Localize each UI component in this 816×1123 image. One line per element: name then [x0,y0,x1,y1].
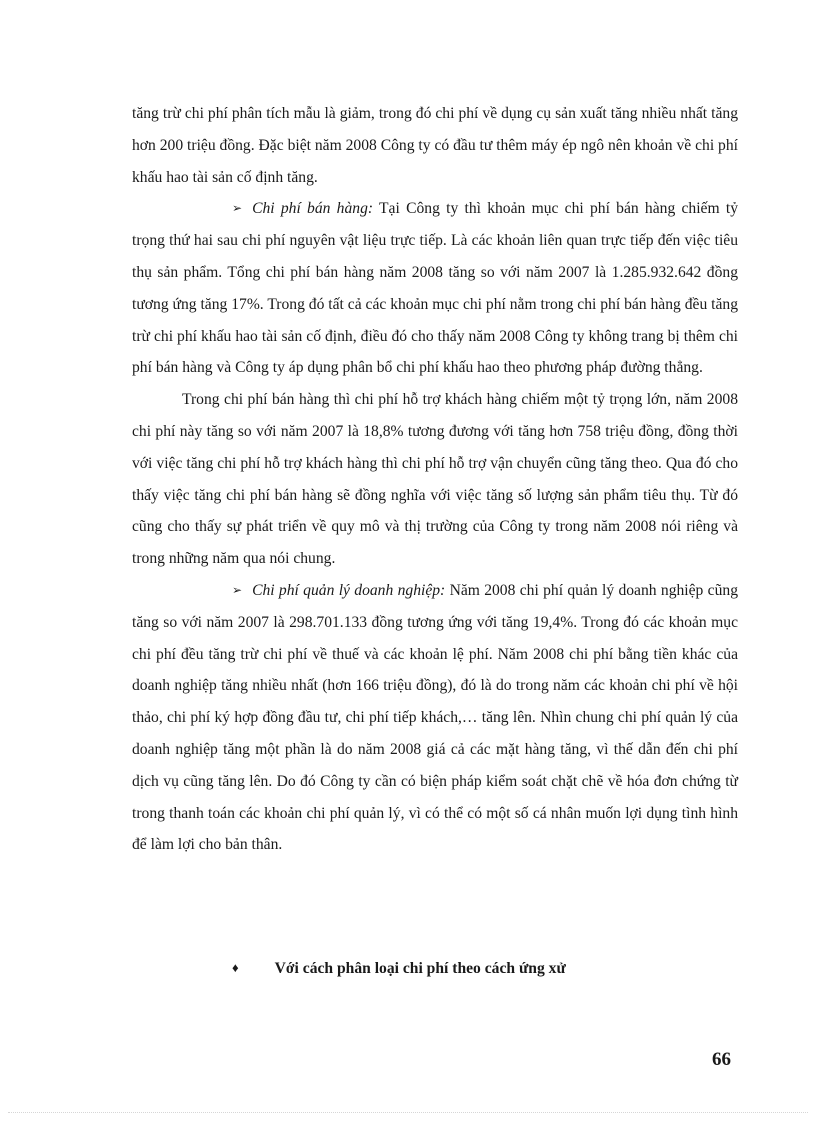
selling-expenses-lead: Chi phí bán hàng: [252,200,374,218]
body-text [132,98,738,861]
diamond-bullet-icon: ♦ [232,960,239,975]
admin-expenses-text: Năm 2008 chi phí quản lý doanh nghiệp cũng tăng so với năm 2007 là 298.701.133 đồng tương ứng với tăng 19,4%. Trong đó các khoản mục chi phí đều tăng trừ chi phí về thuế và các khoản lệ phí. Năm 2008 chi phí bằng tiền khác của doanh nghiệp tăng nhiều nhất (hơn 166 triệu đồng), đó là do trong năm các khoản chi phí về hội thảo, chi phí ký hợp đồng đầu tư, chi phí tiếp khách,… tăng lên. Nhìn chung chi phí quản lý của doanh nghiệp tăng một phần là do năm 2008 giá cả các mặt hàng tăng, vì thế dẫn đến chi phí dịch vụ cũng tăng lên. Do đó Công ty cần có biện pháp kiểm soát chặt chẽ về hóa đơn chứng từ trong thanh toán các khoản chi phí quản lý, vì có thể có một số cá nhân muốn lợi dụng tình hình để làm lợi cho bản thân. [132,581,738,854]
page-bottom-divider [8,1112,808,1113]
selling-expenses-text: Tại Công ty thì khoản mục chi phí bán hàng chiếm tỷ trọng thứ hai sau chi phí nguyên vật liệu trực tiếp. Là các khoản liên quan trực tiếp đến việc tiêu thụ sản phẩm. Tổng chi phí bán hàng năm 2008 tăng so với năm 2007 là 1.285.932.642 đồng tương ứng tăng 17%. Trong đó tất cả các khoản mục chi phí nằm trong chi phí bán hàng đều tăng trừ chi phí khấu hao tài sản cố định, điều đó cho thấy năm 2008 Công ty không trang bị thêm chi phí bán hàng và Công ty áp dụng phân bổ chi phí khấu hao theo phương pháp đường thẳng. [132,200,738,377]
paragraph-customer-support: Trong chi phí bán hàng thì chi phí hỗ trợ khách hàng chiếm một tỷ trọng lớn, năm 2008 chi phí này tăng so với năm 2007 là 18,8% tương đương với tăng hơn 758 triệu đồng, đồng thời với việc tăng chi phí hỗ trợ khách hàng thì chi phí hỗ trợ vận chuyển cũng tăng theo. Qua đó cho thấy việc tăng chi phí bán hàng sẽ đồng nghĩa với việc tăng số lượng sản phẩm tiêu thụ. Từ đó cũng cho thấy sự phát triển về quy mô và thị trường của Công ty trong năm 2008 nói riêng và trong những năm qua nói chung. [132,391,738,568]
paragraph-selling-expenses [132,193,738,384]
paragraph-cost-analysis: tăng trừ chi phí phân tích mẫu là giảm, trong đó chi phí về dụng cụ sản xuất tăng nhiều nhất tăng hơn 200 triệu đồng. Đặc biệt năm 2008 Công ty có đầu tư thêm máy ép ngô nên khoản về chi phí khấu hao tài sản cố định tăng. [132,105,738,186]
arrow-bullet-icon: ➢ [232,201,243,216]
section-heading [232,954,652,983]
paragraph-admin-expenses [132,575,738,861]
admin-expenses-lead: Chi phí quản lý doanh nghiệp: [252,581,446,599]
page-number: 66 [712,1049,731,1070]
arrow-bullet-icon: ➢ [232,582,243,597]
section-heading-text: Với cách phân loại chi phí theo cách ứng xử [274,960,566,977]
